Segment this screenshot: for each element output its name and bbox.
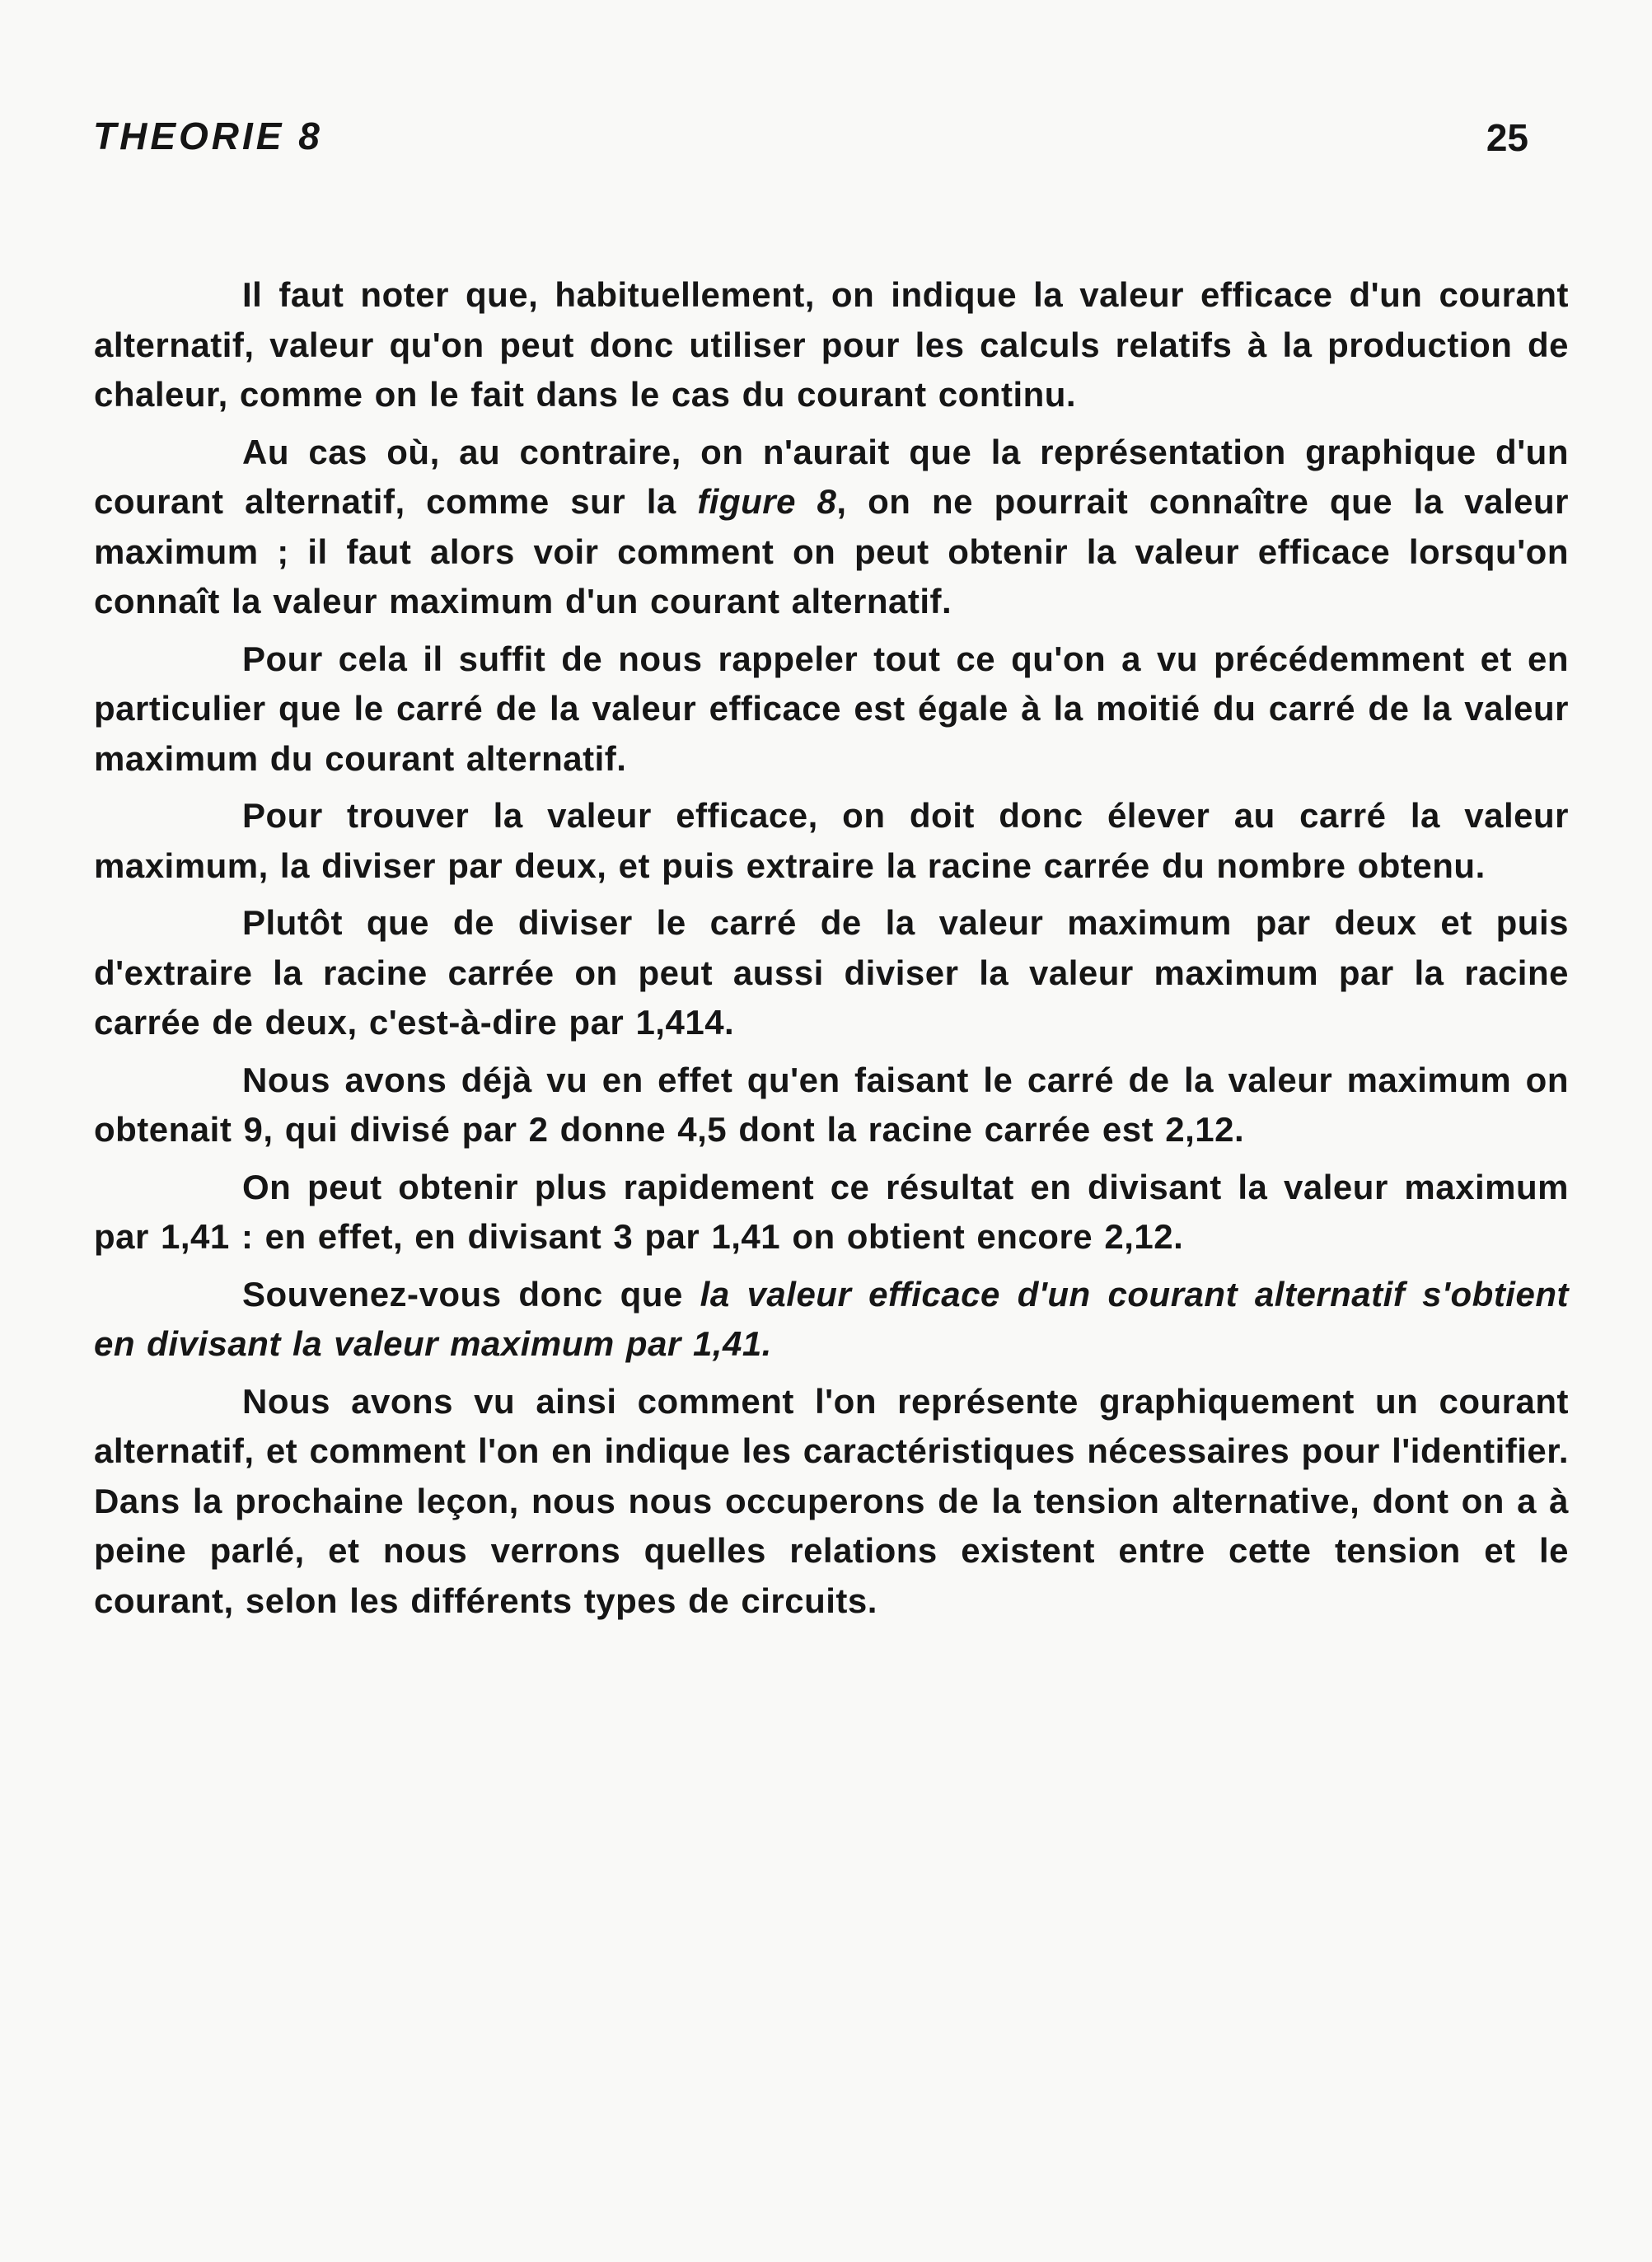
body-text [94, 270, 1569, 1626]
paragraph-example: Nous avons déjà vu en effet qu'en faisant le carré de la valeur maximum on obtenait 9, qui divisé par 2 donne 4,5 dont la racine carrée est 2,12. [94, 1060, 1569, 1149]
rule-statement: la valeur efficace d'un courant alternatif s'obtient en divisant la valeur maximum par 1,41. [94, 1274, 1569, 1363]
paragraph-alternative-method: Plutôt que de diviser le carré de la valeur maximum par deux et puis d'extraire la racine carrée on peut aussi diviser la valeur maximum par la racine carrée de deux, c'est-à-dire par 1,414. [94, 903, 1569, 1042]
paragraph-recall: Pour cela il suffit de nous rappeler tout ce qu'on a vu précédemment et en particulier que le carré de la valeur efficace est égale à la moitié du carré de la valeur maximum du courant alternatif. [94, 639, 1569, 778]
figure-reference: figure 8 [697, 482, 837, 521]
paragraph-conclusion: Nous avons vu ainsi comment l'on représente graphiquement un courant alternatif, et comment l'on en indique les caractéristiques nécessaires pour l'identifier. Dans la prochaine leçon, nous nous occuperons de la tension alternative, dont on a à peine parlé, et nous verrons quelles relations existent entre cette tension et le courant, selon les différents types de circuits. [94, 1381, 1569, 1620]
rule-intro: Souvenez-vous donc que [242, 1274, 700, 1314]
paragraph-faster-result: On peut obtenir plus rapidement ce résultat en divisant la valeur maximum par 1,41 : en effet, en divisant 3 par 1,41 on obtient encore 2,12. [94, 1167, 1569, 1256]
paragraph-effective-value-note: Il faut noter que, habituellement, on indique la valeur efficace d'un courant alternatif, valeur qu'on peut donc utiliser pour les calculs relatifs à la production de chaleur, comme on le fait dans le cas du courant continu. [94, 275, 1569, 414]
paragraph-2-end: , on ne pourrait connaître que la valeur maximum ; il faut alors voir comment on peut obtenir la valeur efficace lorsqu'on connaît la valeur maximum d'un courant alternatif. [94, 482, 1569, 621]
paragraph-graphic-representation [94, 428, 1569, 627]
page-number: 25 [1486, 116, 1528, 159]
running-title: THEORIE 8 [93, 115, 323, 157]
paragraph-2-start: Au cas où, au contraire, on n'aurait que la représentation graphique d'un courant alternatif, comme sur la [94, 432, 1569, 521]
paragraph-method: Pour trouver la valeur efficace, on doit donc élever au carré la valeur maximum, la diviser par deux, et puis extraire la racine carrée du nombre obtenu. [94, 796, 1569, 885]
paragraph-rule [94, 1270, 1569, 1370]
